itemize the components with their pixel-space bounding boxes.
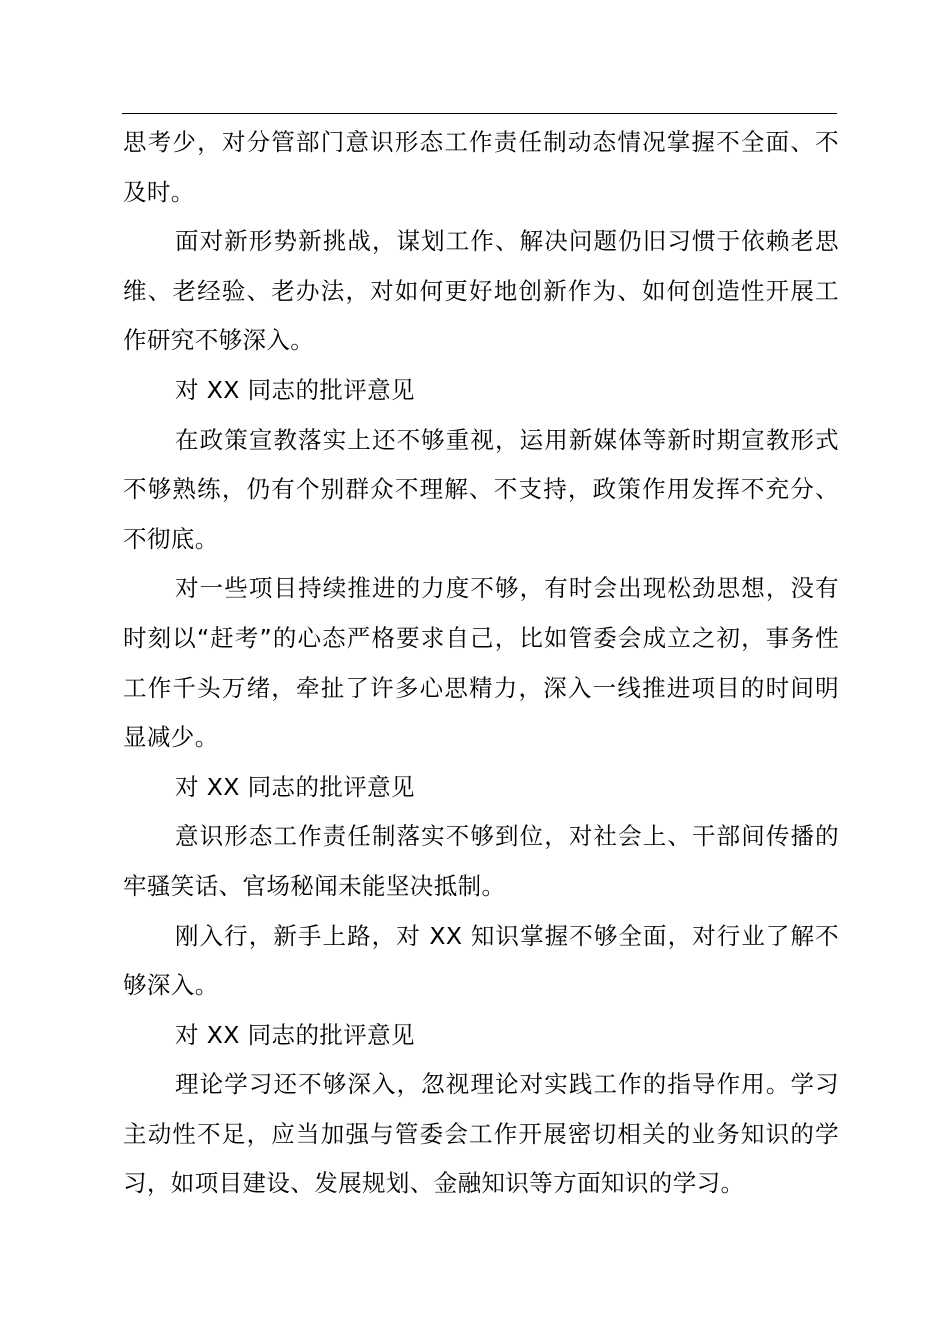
paragraph: 理论学习还不够深入，忽视理论对实践工作的指导作用。学习主动性不足，应当加强与管委会工作开展密切相关的业务知识的学习，如项目建设、发展规划、金融知识等方面知识的学习。 bbox=[123, 1070, 839, 1198]
header-rule bbox=[122, 113, 837, 114]
document-body bbox=[123, 118, 839, 1209]
paragraph-continuation: 思考少，对分管部门意识形态工作责任制动态情况掌握不全面、不及时。 bbox=[123, 128, 839, 206]
section-heading: 对 XX 同志的批评意见 bbox=[175, 375, 415, 404]
paragraph: 意识形态工作责任制落实不够到位，对社会上、干部间传播的牢骚笑话、官场秘闻未能坚决抵制。 bbox=[123, 822, 839, 900]
paragraph: 面对新形势新挑战，谋划工作、解决问题仍旧习惯于依赖老思维、老经验、老办法，对如何更好地创新作为、如何创造性开展工作研究不够深入。 bbox=[123, 227, 839, 355]
paragraph: 对一些项目持续推进的力度不够，有时会出现松劲思想，没有时刻以“赶考”的心态严格要求自己，比如管委会成立之初，事务性工作千头万绪，牵扯了许多心思精力，深入一线推进项目的时间明显减少。 bbox=[123, 574, 839, 752]
paragraph: 刚入行，新手上路，对 XX 知识掌握不够全面，对行业了解不够深入。 bbox=[123, 921, 839, 1000]
paragraph: 在政策宣教落实上还不够重视，运用新媒体等新时期宣教形式不够熟练，仍有个别群众不理解、不支持，政策作用发挥不充分、不彻底。 bbox=[123, 425, 839, 553]
section-heading: 对 XX 同志的批评意见 bbox=[175, 1020, 415, 1049]
section-heading: 对 XX 同志的批评意见 bbox=[175, 772, 415, 801]
